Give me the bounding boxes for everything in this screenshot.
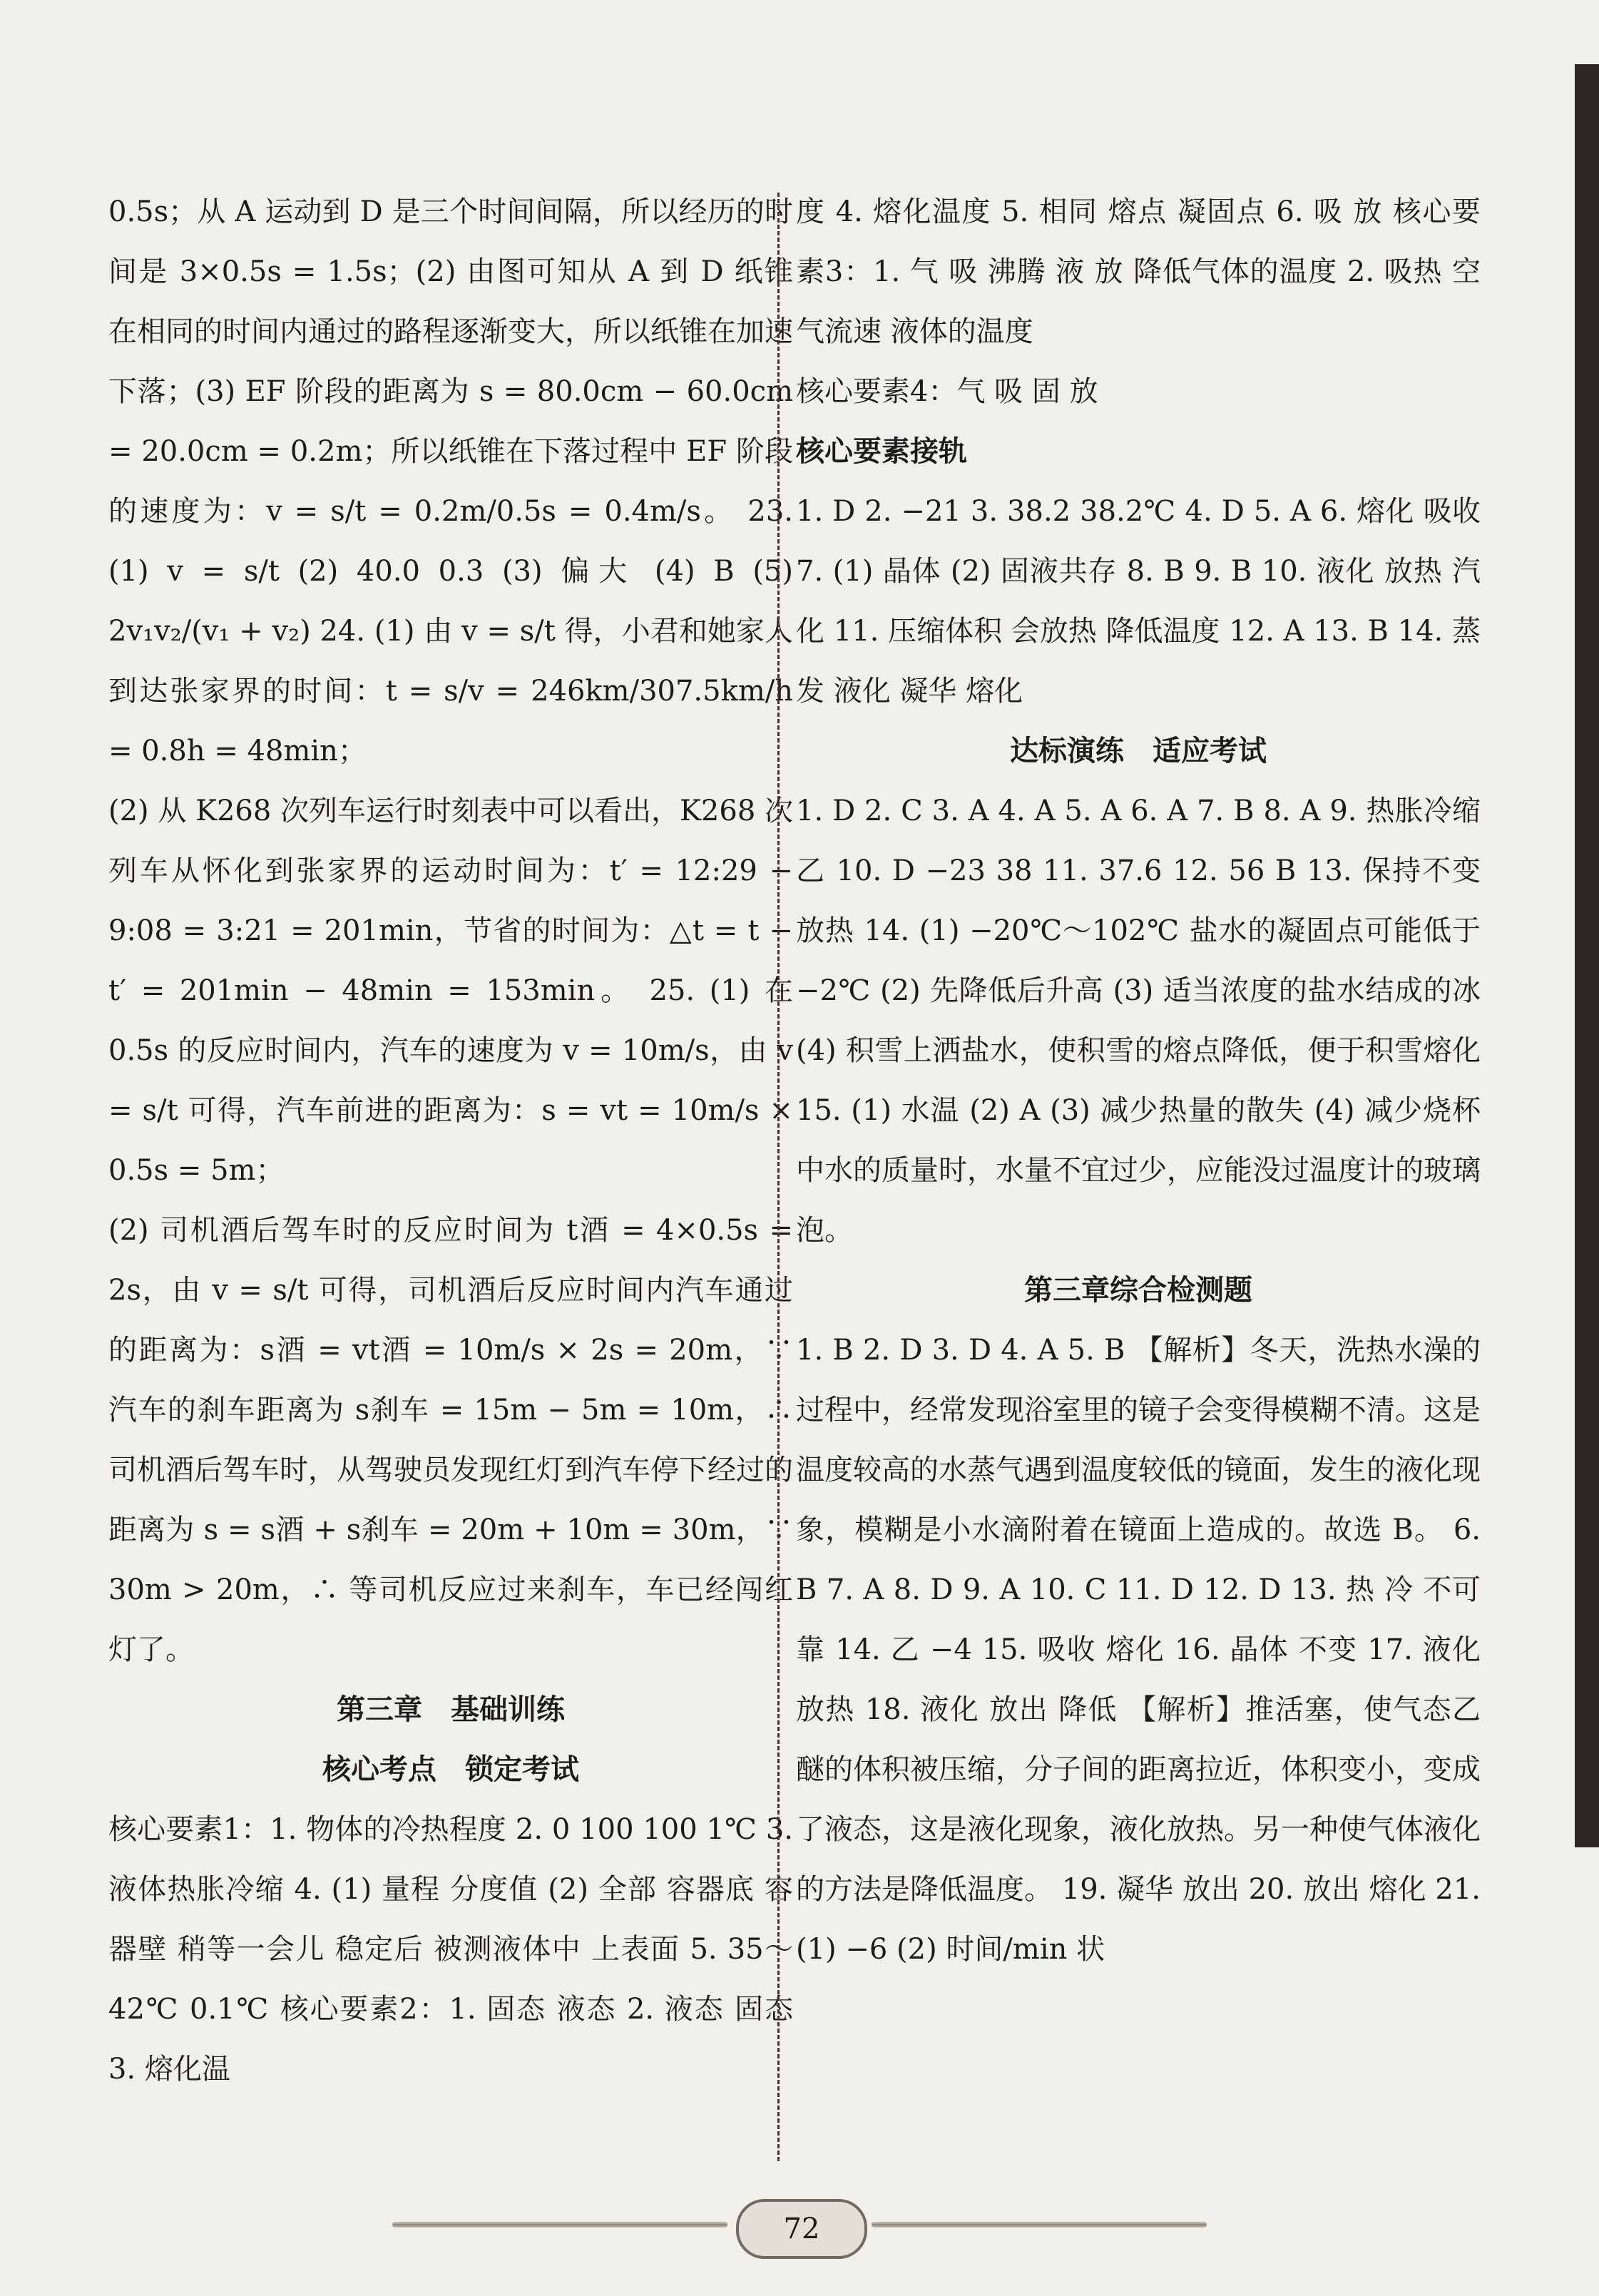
chapter-heading: 第三章 基础训练 <box>337 1693 565 1726</box>
core-elements-practice-title: 核心要素接轨 <box>796 434 967 468</box>
answer-paragraph-2: (2) 从 K268 次列车运行时刻表中可以看出，K268 次列车从怀化到张家界的运动时间为：t′ = 12:29 − 9:08 = 3:21 = 201min，节省的时间为：△t = t − t′ = 201min − 48min = 153min。 25. (1) 在 0.5s 的反应时间内，汽车的速度为 v = 10m/s，由 v = s/t 可得，汽车前进的距离为：s = vt = 10m/s × 0.5s = 5m； <box>108 795 793 1187</box>
page-edge-tab <box>1575 64 1599 1847</box>
column-divider <box>777 193 780 2161</box>
answer-paragraph-3: (2) 司机酒后驾车时的反应时间为 t酒 = 4×0.5s = 2s，由 v = s/t 可得，司机酒后反应时间内汽车通过的距离为：s酒 = vt酒 = 10m/s × 2s = 20m，∵ 汽车的刹车距离为 s刹车 = 15m − 5m = 10m，∴ 司机酒后驾车时，从驾驶员发现红灯到汽车停下经过的距离为 s = s酒 + s刹车 = 20m + 10m = 30m，∵ 30m > 20m，∴ 等司机反应过来刹车，车已经闯红灯了。 <box>108 1214 793 1666</box>
answer-paragraph-1: 0.5s；从 A 运动到 D 是三个时间间隔，所以经历的时间是 3×0.5s = 1.5s；(2) 由图可知从 A 到 D 纸锥在相同的时间内通过的路程逐渐变大，所以纸锥在加速下落；(3) EF 阶段的距离为 s = 80.0cm − 60.0cm = 20.0cm = 0.2m；所以纸锥在下落过程中 EF 阶段的速度为：v = s/t = 0.2m/0.5s = 0.4m/s。 23. (1) v = s/t (2) 40.0 0.3 (3) 偏大 (4) B (5) 2v₁v₂/(v₁ + v₂) 24. (1) 由 v = s/t 得，小君和她家人到达张家界的时间：t = s/v = 246km/307.5km/h = 0.8h = 48min； <box>108 195 793 767</box>
core-elements-paragraph: 核心要素1：1. 物体的冷热程度 2. 0 100 100 1℃ 3. 液体热胀冷缩 4. (1) 量程 分度值 (2) 全部 容器底 容器壁 稍等一会儿 稳定后 被测液体中 上表面 5. 35～42℃ 0.1℃ 核心要素2：1. 固态 液态 2. 液态 固态 3. 熔化温 <box>108 1813 793 2086</box>
chapter-test-answers: 1. B 2. D 3. D 4. A 5. B 【解析】冬天，洗热水澡的过程中，经常发现浴室里的镜子会变得模糊不清。这是温度较高的水蒸气遇到温度较低的镜面，发生的液化现象，模糊是小水滴附着在镜面上造成的。故选 B。 6. B 7. A 8. D 9. A 10. C 11. D 12. D 13. 热 冷 不可靠 14. 乙 −4 15. 吸收 熔化 16. 晶体 不变 17. 液化 放热 18. 液化 放出 降低 【解析】推活塞，使气态乙醚的体积被压缩，分子间的距离拉近，体积变小，变成了液态，这是液化现象，液化放热。另一种使气体液化的方法是降低温度。 19. 凝华 放出 20. 放出 熔化 21. (1) −6 (2) 时间/min 状 <box>796 1334 1481 1966</box>
page-footer <box>0 2193 1599 2257</box>
footer-ornament-left <box>392 2222 727 2228</box>
page-number: 72 <box>736 2199 867 2259</box>
core-elements-continued: 度 4. 熔化温度 5. 相同 熔点 凝固点 6. 吸 放 核心要素3：1. 气 吸 沸腾 液 放 降低气体的温度 2. 吸热 空气流速 液体的温度 <box>796 195 1481 348</box>
core-elements-practice-answers: 1. D 2. −21 3. 38.2 38.2℃ 4. D 5. A 6. 熔化 吸收 7. (1) 晶体 (2) 固液共存 8. B 9. B 10. 液化 放热 汽化 11. 压缩体积 会放热 降低温度 12. A 13. B 14. 蒸发 液化 凝华 熔化 <box>796 495 1481 708</box>
practice-exam-heading: 达标演练 适应考试 <box>1010 734 1267 767</box>
core-element-4: 核心要素4：气 吸 固 放 <box>796 375 1098 408</box>
left-column <box>108 182 793 2099</box>
section-heading: 核心考点 锁定考试 <box>322 1752 579 1786</box>
chapter-test-heading: 第三章综合检测题 <box>1024 1273 1252 1307</box>
footer-ornament-right <box>872 2222 1207 2228</box>
right-column <box>796 182 1481 1979</box>
practice-exam-answers: 1. D 2. C 3. A 4. A 5. A 6. A 7. B 8. A 9. 热胀冷缩 乙 10. D −23 38 11. 37.6 12. 56 B 13. 保持不变 放热 14. (1) −20℃～102℃ 盐水的凝固点可能低于 −2℃ (2) 先降低后升高 (3) 适当浓度的盐水结成的冰 (4) 积雪上洒盐水，使积雪的熔点降低，便于积雪熔化 15. (1) 水温 (2) A (3) 减少热量的散失 (4) 减少烧杯中水的质量时，水量不宜过少，应能没过温度计的玻璃泡。 <box>796 795 1481 1247</box>
